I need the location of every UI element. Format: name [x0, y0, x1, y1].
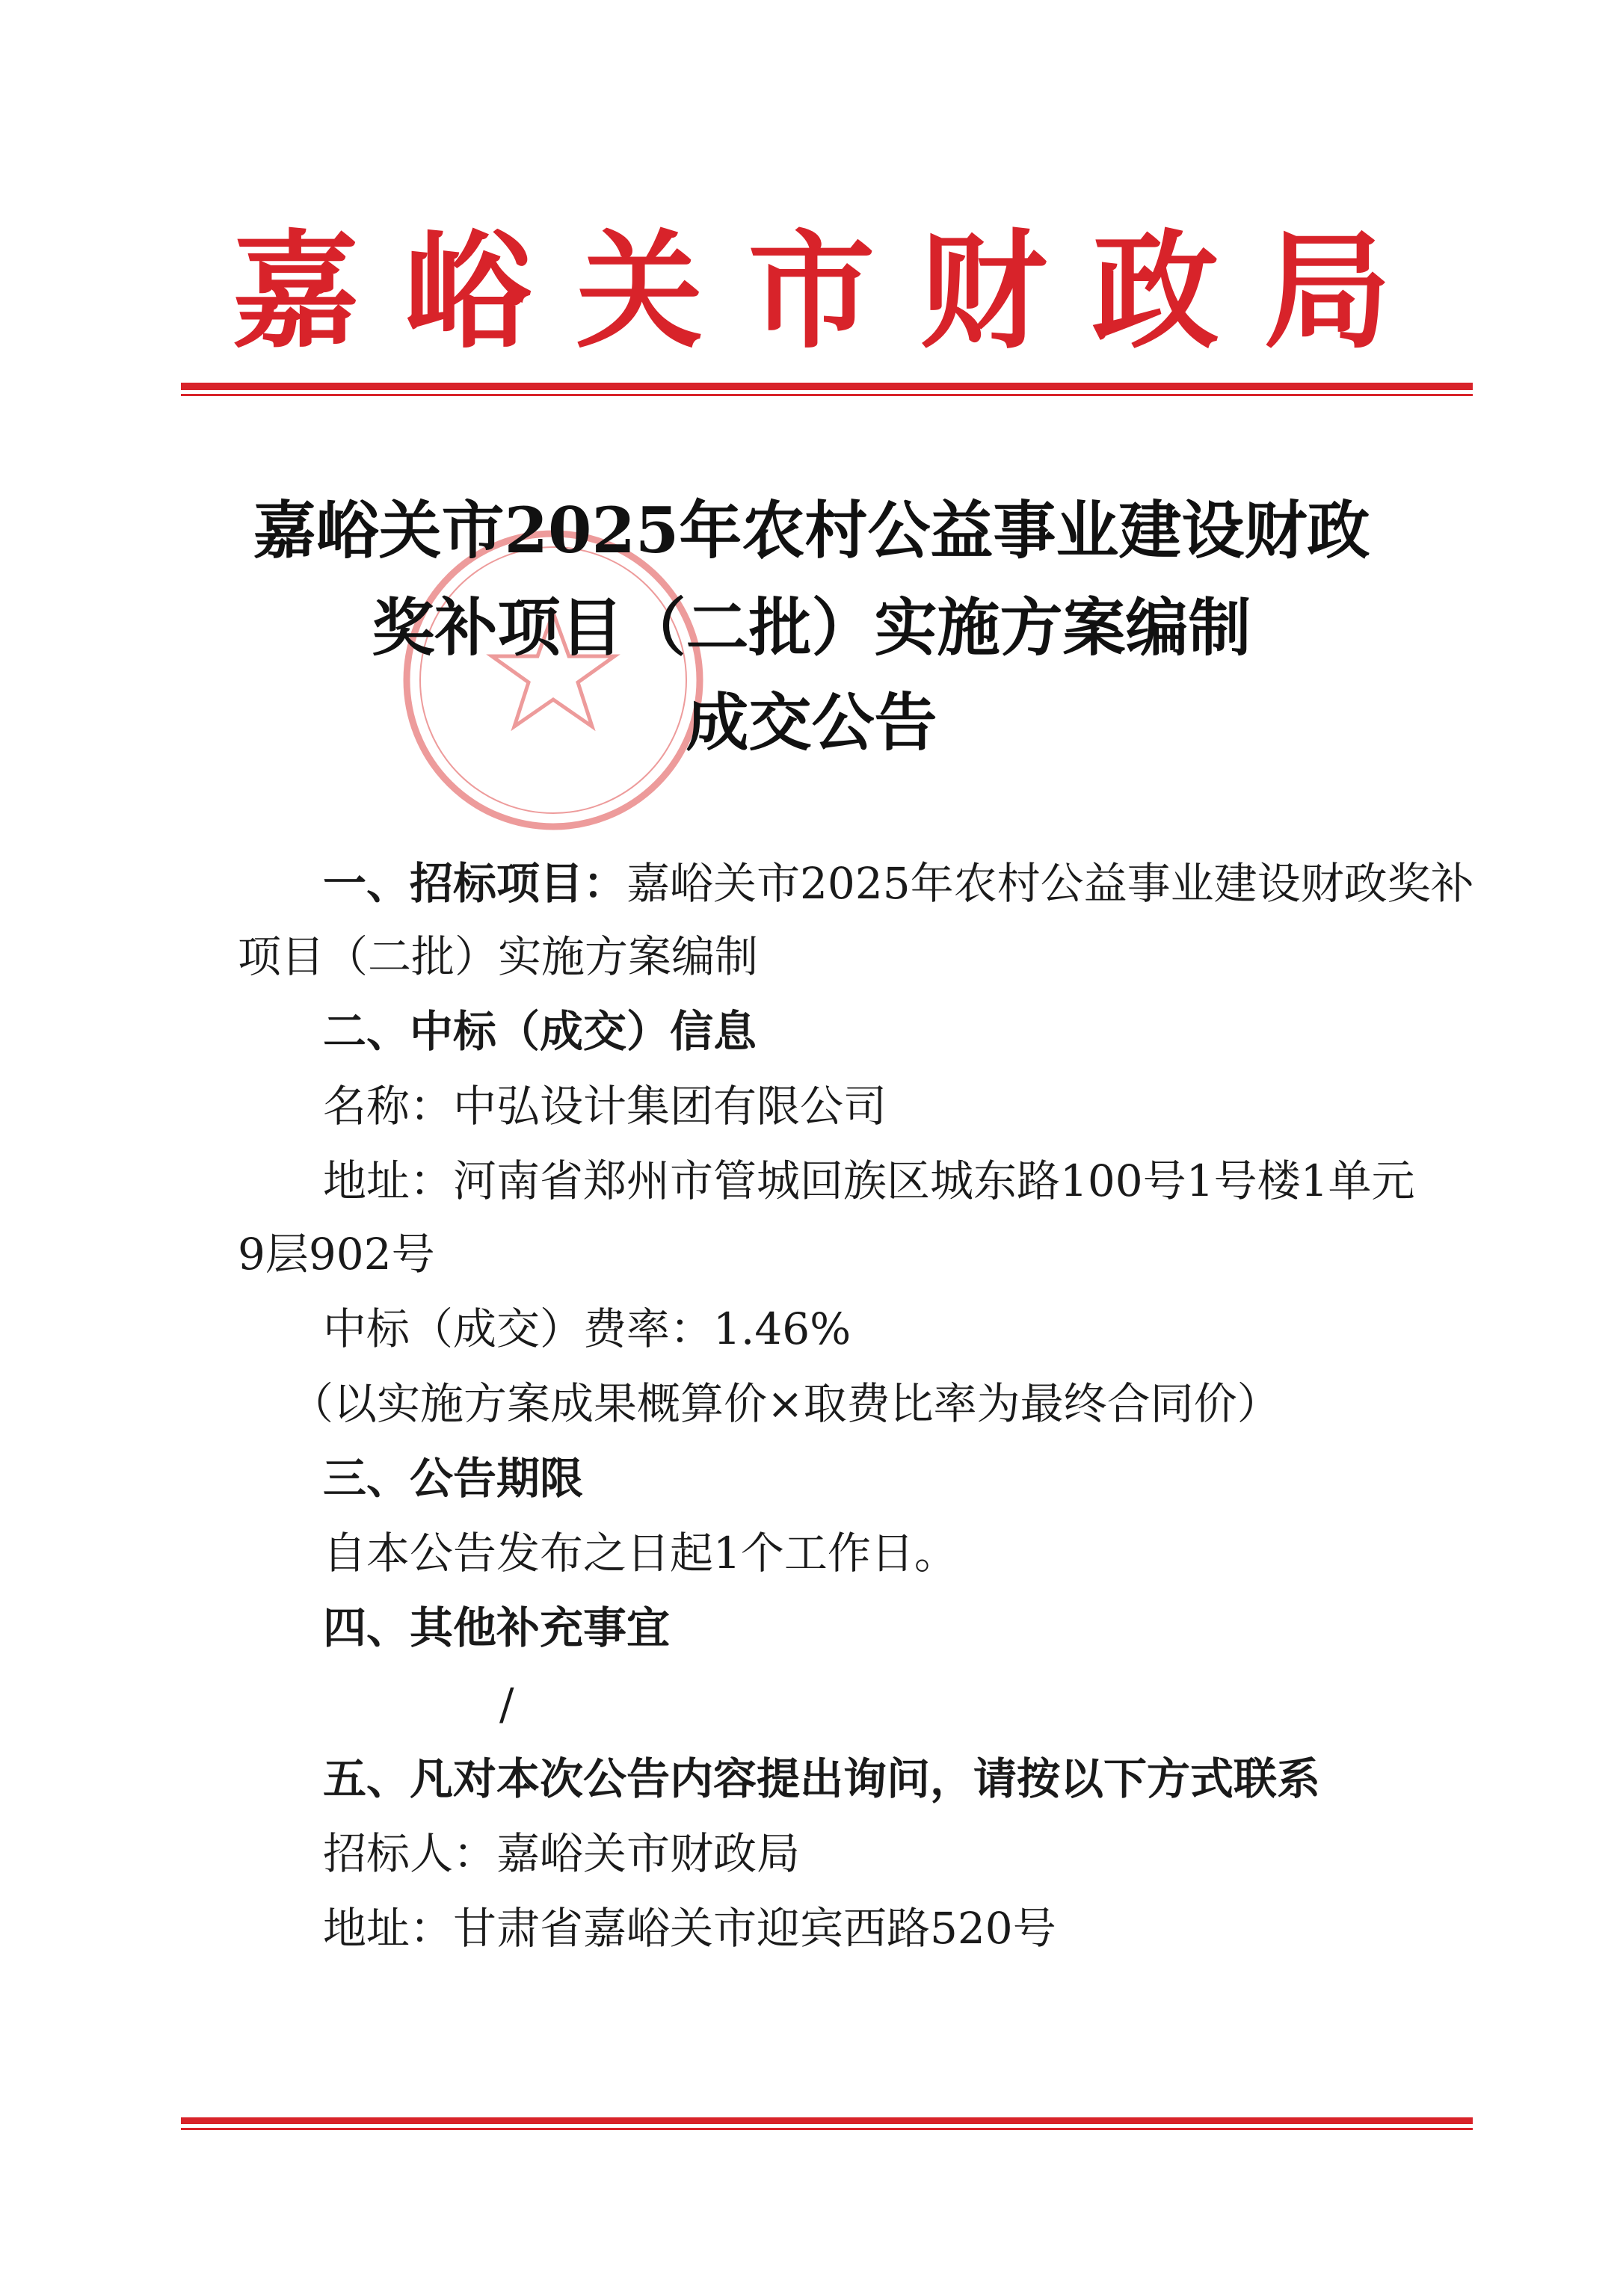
footer-rule-thick — [181, 2117, 1473, 2124]
section1-value-line-1: 嘉峪关市2025年农村公益事业建设财政奖补 — [626, 858, 1474, 909]
section4-heading: 四、其他补充事宜 — [323, 1602, 671, 1653]
masthead-title: 嘉峪关市财政局 — [232, 217, 1436, 366]
section1-line — [323, 854, 1474, 913]
document-title-line-3: 成交公告 — [686, 685, 937, 759]
footer-rule-thin — [181, 2128, 1473, 2130]
masthead-rule-thin — [181, 394, 1473, 396]
document-title-line-1: 嘉峪关市2025年农村公益事业建设财政 — [253, 493, 1370, 567]
winner-rate: 中标（成交）费率：1.46% — [323, 1303, 851, 1354]
section2-heading: 二、中标（成交）信息 — [323, 1006, 757, 1057]
winner-address-line-2: 9层902号 — [238, 1229, 435, 1280]
section1-value-line-2: 项目（二批）实施方案编制 — [238, 931, 759, 982]
document-title-line-2: 奖补项目（二批）实施方案编制 — [372, 590, 1251, 664]
winner-name: 名称：中弘设计集团有限公司 — [323, 1081, 887, 1132]
contract-price-note: （以实施方案成果概算价×取费比率为最终合同价） — [290, 1378, 1281, 1429]
section1-label: 一、招标项目： — [323, 858, 627, 909]
tenderer-name: 招标人：嘉峪关市财政局 — [323, 1828, 801, 1879]
winner-address-line-1: 地址：河南省郑州市管城回族区城东路100号1号楼1单元 — [323, 1155, 1415, 1206]
tenderer-address: 地址：甘肃省嘉峪关市迎宾西路520号 — [323, 1903, 1056, 1954]
section5-heading: 五、凡对本次公告内容提出询问，请按以下方式联系 — [323, 1753, 1321, 1804]
masthead-rule-thick — [181, 383, 1473, 390]
notice-period-text: 自本公告发布之日起1个工作日。 — [323, 1528, 958, 1578]
section4-text: / — [499, 1679, 514, 1729]
section3-heading: 三、公告期限 — [323, 1453, 584, 1504]
